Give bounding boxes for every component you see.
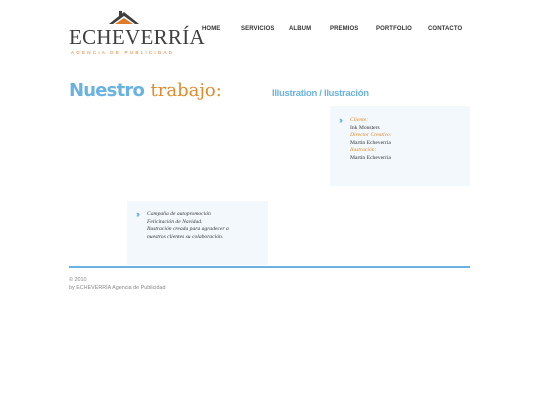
footer-copyright: © 2010 (69, 277, 87, 283)
roof-logo-icon (107, 9, 141, 25)
footer-divider (69, 266, 470, 268)
description-line: nuestros clientes su colaboración. (147, 233, 224, 240)
brand-logo[interactable] (69, 9, 205, 55)
page-title (69, 80, 222, 101)
nav-premios[interactable]: PREMIOS (330, 26, 359, 32)
client-value: Ink Monsters (350, 124, 380, 131)
project-info-panel (330, 106, 470, 186)
page-title-part2: trabajo: (150, 80, 222, 101)
description-line: Felicitación de Navidad. (147, 218, 203, 225)
illustration-label: Ilustración: (350, 147, 377, 154)
nav-home[interactable]: HOME (202, 26, 221, 32)
chevron-double-right-icon: ›› (339, 115, 341, 125)
logo-tagline: AGENCIA DE PUBLICIDAD (71, 50, 175, 55)
chevron-double-right-icon: ›› (136, 209, 138, 219)
project-description-panel (127, 201, 268, 265)
director-value: Martin Echeverria (350, 139, 391, 146)
nav-servicios[interactable]: SERVICIOS (241, 26, 275, 32)
footer-credit: by ECHEVERRÍA Agencia de Publicidad (69, 284, 166, 291)
illustration-value: Martin Echeverria (350, 154, 391, 161)
section-title: Illustration / Ilustración (272, 88, 369, 99)
project-info-list (350, 117, 392, 163)
footer (69, 277, 166, 292)
project-description (147, 211, 229, 241)
nav-album[interactable]: ALBUM (289, 26, 312, 32)
logo-name: ECHEVERRÍA (69, 25, 205, 49)
description-line: Ilustración creada para agradecer a (147, 226, 229, 233)
director-label: Director Creativo: (350, 132, 392, 139)
page-title-part1: Nuestro (69, 80, 145, 101)
description-line: Campaña de autopromoción (147, 211, 211, 217)
client-label: Cliente: (350, 117, 369, 123)
nav-contacto[interactable]: CONTACTO (428, 26, 463, 32)
nav-portfolio[interactable]: PORTFOLIO (376, 26, 412, 32)
